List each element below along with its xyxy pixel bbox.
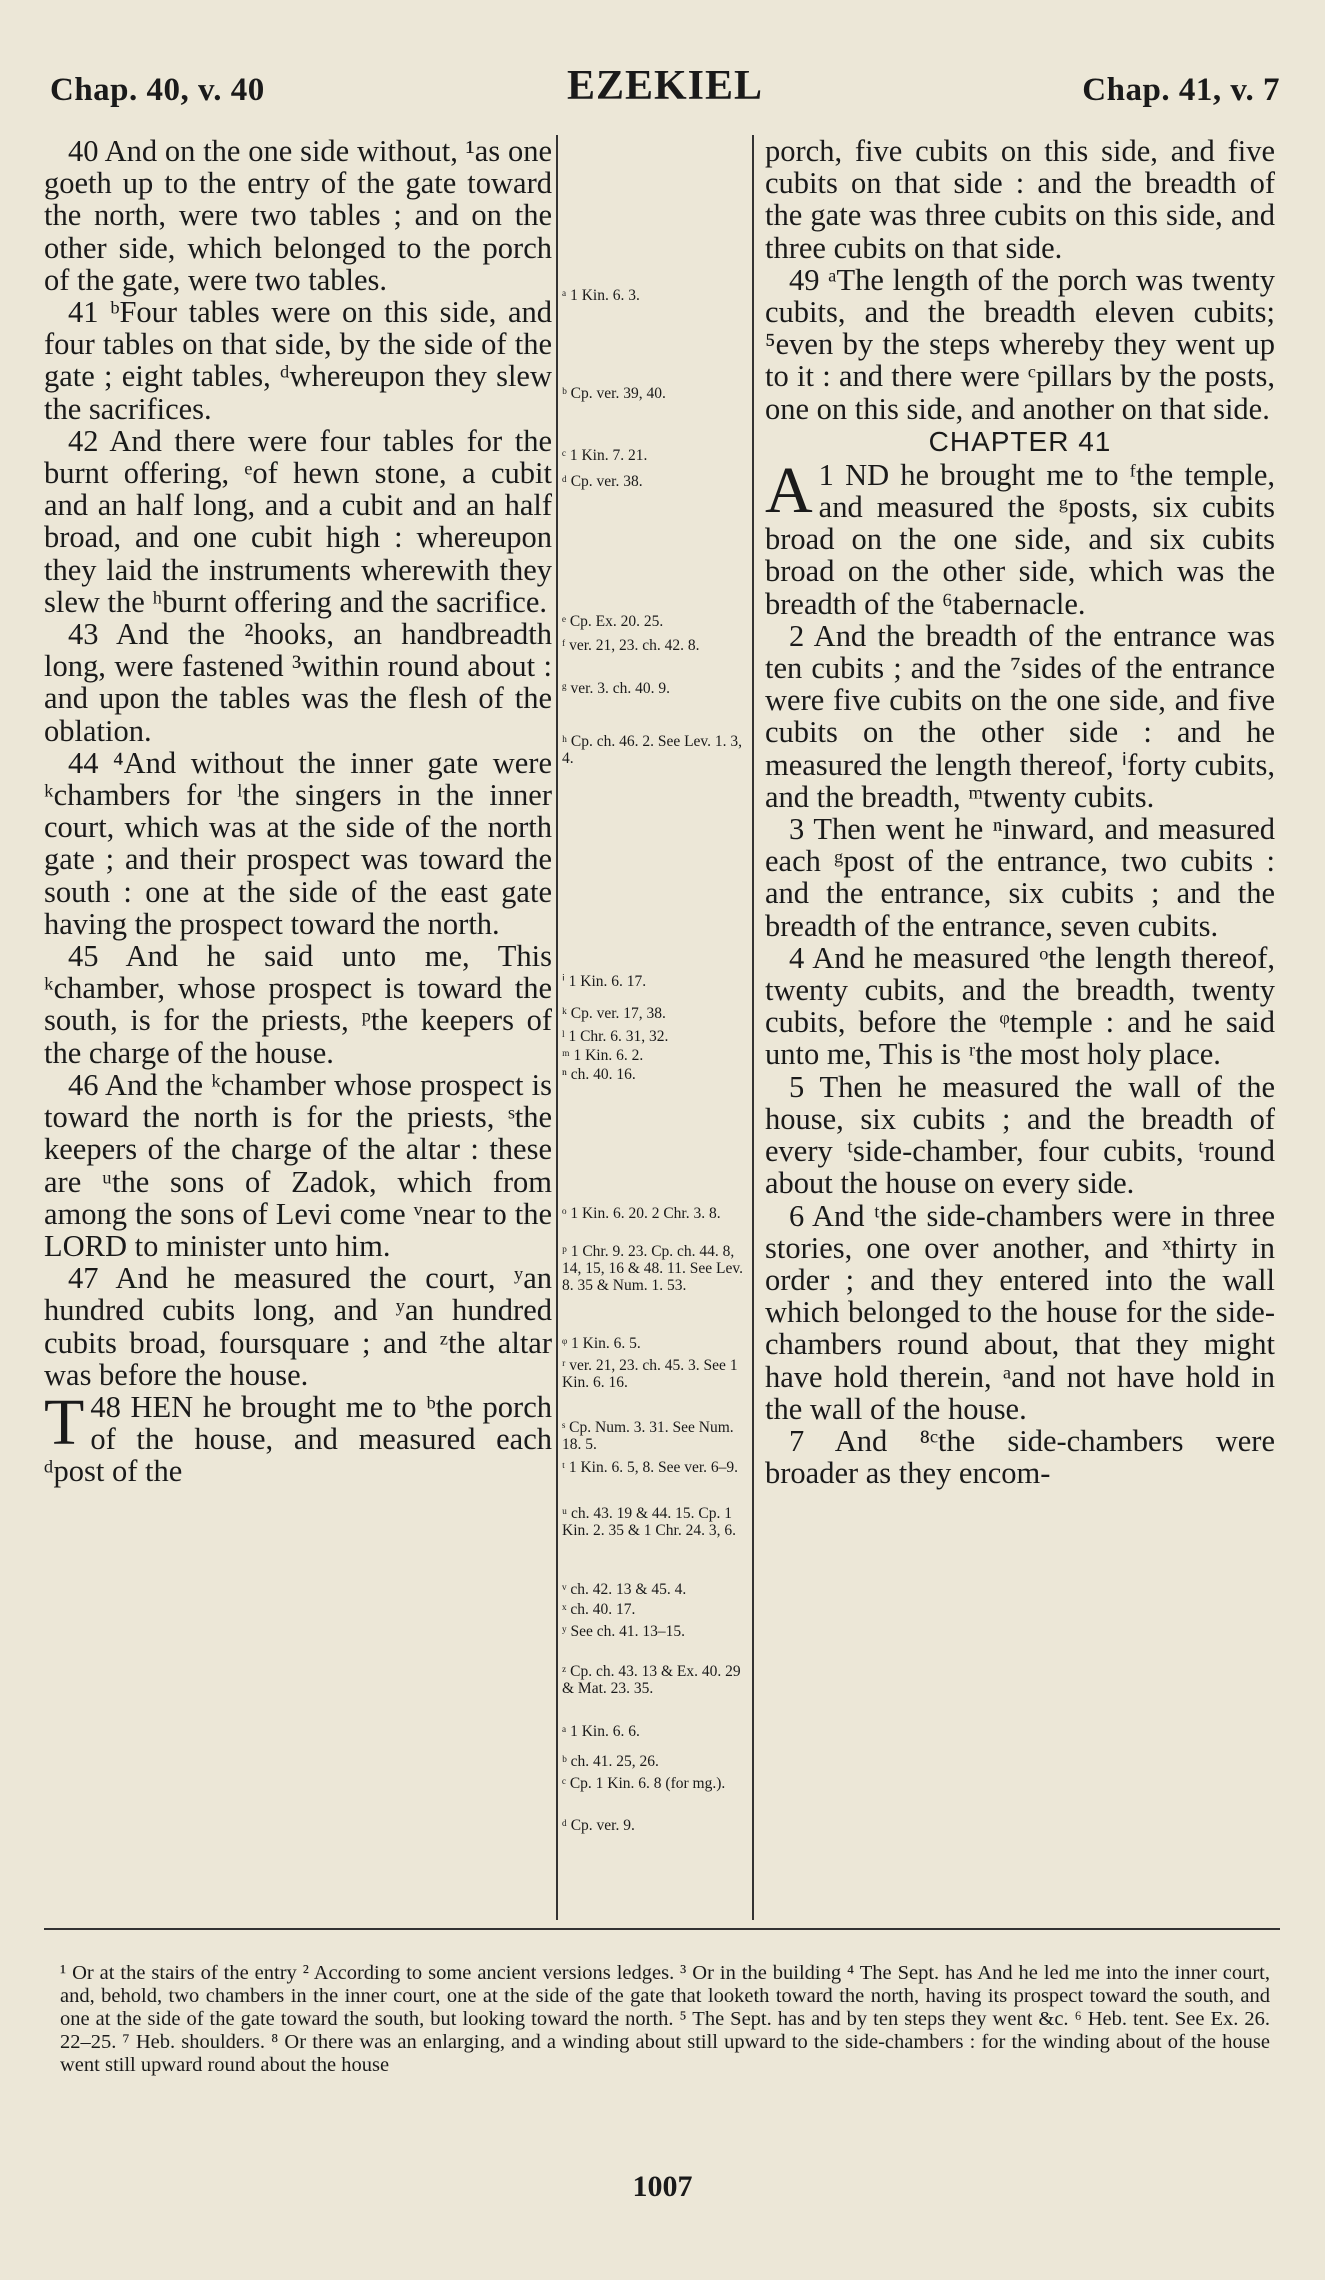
verse-41-5: 5 Then he measured the wall of the house, six cubits ; and the breadth of every ᵗside-chamber, four cubits, ᵗround about the house on every side. (765, 1069, 1275, 1201)
margin-ref: ᶜ 1 Kin. 7. 21. (562, 447, 648, 464)
margin-ref: ᵗ 1 Kin. 6. 5, 8. See ver. 6–9. (562, 1459, 739, 1476)
left-text-column (44, 135, 552, 1920)
margin-ref: ᵠ 1 Kin. 6. 5. (562, 1335, 641, 1352)
footnote-text: ¹ Or at the stairs of the entry ² According to some ancient versions ledges. ³ Or in the building ⁴ The Sept. has And he led me into the inner court, and, behold, two chambers in the inner court, one at the side of the gate that looketh toward the north, having its prospect toward the south, and one at the side of the gate toward the south, but looking toward the north. ⁵ The Sept. has and by ten steps they went &c. ⁶ Heb. tent. See Ex. 26. 22–25. ⁷ Heb. shoulders. ⁸ Or there was an enlarging, and a winding about still upward to the side-chambers : for the winding about of the house went still upward round about the house (60, 1962, 1270, 2076)
header-right-reference: Chap. 41, v. 7 (1082, 72, 1280, 108)
verse-40-40: 40 And on the one side without, ¹as one goeth up to the entry of the gate toward the north, were two tables ; and on the other side, which belonged to the porch of the gate, were two tables. (44, 135, 552, 297)
verse-40-48 (44, 1385, 552, 1489)
margin-ref: ᵇ ch. 41. 25, 26. (562, 1753, 659, 1770)
margin-ref: ᵒ 1 Kin. 6. 20. 2 Chr. 3. 8. (562, 1205, 721, 1222)
footnotes (60, 1962, 1270, 2077)
margin-ref: ᶻ Cp. ch. 43. 13 & Ex. 40. 29 & Mat. 23. 35. (562, 1663, 741, 1697)
right-text-column (765, 135, 1275, 1920)
verse-text: HEN he brought me to ᵇthe porch of the house, and measured each ᵈpost of the (44, 1389, 552, 1489)
margin-ref: ʰ Cp. ch. 46. 2. See Lev. 1. 3, 4. (562, 733, 743, 767)
book-title: EZEKIEL (566, 63, 764, 109)
margin-ref: ᵍ ver. 3. ch. 40. 9. (562, 680, 670, 697)
margin-ref: ˡ 1 Chr. 6. 31, 32. (562, 1028, 669, 1045)
margin-ref: ᵈ Cp. ver. 38. (562, 473, 643, 490)
margin-ref: ᵘ ch. 43. 19 & 44. 15. Cp. 1 Kin. 2. 35 & 1 Chr. 24. 3, 6. (562, 1505, 736, 1539)
verse-41-3: 3 Then went he ⁿinward, and measured each ᵍpost of the entrance, two cubits : and the entrance, six cubits ; and the breadth of the entrance, seven cubits. (765, 812, 1275, 943)
verse-41-2: 2 And the breadth of the entrance was ten cubits ; and the ⁷sides of the entrance were five cubits on the one side, and five cubits on the other side : and he measured the length thereof, ⁱforty cubits, and the breadth, ᵐtwenty cubits. (765, 618, 1275, 814)
verse-40-41: 41 ᵇFour tables were on this side, and four tables on that side, by the side of the gate ; eight tables, ᵈwhereupon they slew the sacrifices. (44, 295, 552, 426)
page-number: 1007 (632, 2170, 693, 2203)
verse-41-6: 6 And ᵗthe side-chambers were in three stories, one over another, and ˣthirty in order ; and they entered into the wall which belonged to the house for the side-chambers round about, that they might have hold therein, ᵃand not have hold in the wall of the house. (765, 1198, 1275, 1426)
margin-ref: ᵏ Cp. ver. 17, 38. (562, 1005, 666, 1022)
verse-40-47: 47 And he measured the court, ʸan hundred cubits long, and ʸan hundred cubits broad, foursquare ; and ᶻthe altar was before the house. (44, 1261, 552, 1392)
verse-41-1 (765, 453, 1275, 621)
margin-ref: ˢ Cp. Num. 3. 31. See Num. 18. 5. (562, 1419, 734, 1453)
margin-references (562, 135, 752, 1920)
margin-ref: ⁱ 1 Kin. 6. 17. (562, 973, 647, 990)
running-head (50, 62, 1280, 122)
margin-ref: ⁿ ch. 40. 16. (562, 1066, 636, 1083)
verse-40-44: 44 ⁴And without the inner gate were ᵏchambers for ˡthe singers in the inner court, which was at the side of the north gate ; and their prospect was toward the south : one at the side of the east gate having the prospect toward the north. (44, 745, 552, 941)
verse-40-43: 43 And the ²hooks, an handbreadth long, were fastened ³within round about : and upon the tables was the flesh of the oblation. (44, 617, 552, 748)
margin-ref: ʳ ver. 21, 23. ch. 45. 3. See 1 Kin. 6. 16. (562, 1357, 738, 1391)
verse-41-4: 4 And he measured ᵒthe length thereof, twenty cubits, and the breadth, twenty cubits, before the ᵠtemple : and he said unto me, This is ʳthe most holy place. (765, 940, 1275, 1072)
margin-ref: ᵉ Cp. Ex. 20. 25. (562, 613, 664, 630)
margin-ref: ᵈ Cp. ver. 9. (562, 1817, 635, 1834)
verse-number: 48 (90, 1389, 121, 1424)
margin-ref: ᵐ 1 Kin. 6. 2. (562, 1047, 644, 1064)
margin-ref: ᶜ Cp. 1 Kin. 6. 8 (for mg.). (562, 1775, 726, 1792)
drop-cap: A (765, 453, 813, 527)
margin-ref: ᵖ 1 Chr. 9. 23. Cp. ch. 44. 8, 14, 15, 16 & 48. 11. See Lev. 8. 35 & Num. 1. 53. (562, 1243, 743, 1294)
header-left-reference: Chap. 40, v. 40 (50, 72, 265, 108)
verse-41-7: 7 And ⁸ᶜthe side-chambers were broader as they encom- (765, 1423, 1275, 1491)
column-divider-right (752, 135, 754, 1920)
margin-ref: ʸ See ch. 41. 13–15. (562, 1623, 685, 1640)
margin-ref: ᶠ ver. 21, 23. ch. 42. 8. (562, 637, 700, 654)
margin-ref: ˣ ch. 40. 17. (562, 1601, 636, 1618)
chapter-heading: CHAPTER 41 (928, 425, 1112, 457)
verse-40-46: 46 And the ᵏchamber whose prospect is toward the north is for the priests, ˢthe keepers of the charge of the altar : these are ᵘthe sons of Zadok, which from among the sons of Levi come ᵛnear to the LORD to minister unto him. (44, 1067, 552, 1263)
verse-number: 1 (818, 457, 834, 492)
verse-text: ND he brought me to ᶠthe temple, and measured the ᵍposts, six cubits broad on the one side, and six cubits broad on the other side, which was the breadth of the ⁶tabernacle. (765, 457, 1275, 621)
margin-ref: ᵛ ch. 42. 13 & 45. 4. (562, 1581, 687, 1598)
verse-40-45: 45 And he said unto me, This ᵏchamber, whose prospect is toward the south, is for the priests, ᵖthe keepers of the charge of the house. (44, 939, 552, 1070)
margin-ref: ᵃ 1 Kin. 6. 6. (562, 1723, 640, 1740)
verse-40-42: 42 And there were four tables for the burnt offering, ᵉof hewn stone, a cubit and an half long, and a cubit and an half broad, and one cubit high : whereupon they laid the instruments wherewith they slew the ʰburnt offering and the sacrifice. (44, 423, 552, 619)
column-divider-left (556, 135, 558, 1920)
footnote-divider (44, 1928, 1280, 1930)
verse-40-49: 49 ᵃThe length of the porch was twenty cubits, and the breadth eleven cubits; ⁵even by the steps whereby they went up to it : and there were ᶜpillars by the posts, one on this side, and another on that side. (765, 262, 1275, 426)
drop-cap: T (44, 1385, 85, 1459)
verse-40-48-cont: porch, five cubits on this side, and five cubits on that side : and the breadth of the gate was three cubits on this side, and three cubits on that side. (765, 135, 1275, 265)
margin-ref: ᵃ 1 Kin. 6. 3. (562, 287, 640, 304)
margin-ref: ᵇ Cp. ver. 39, 40. (562, 385, 666, 402)
